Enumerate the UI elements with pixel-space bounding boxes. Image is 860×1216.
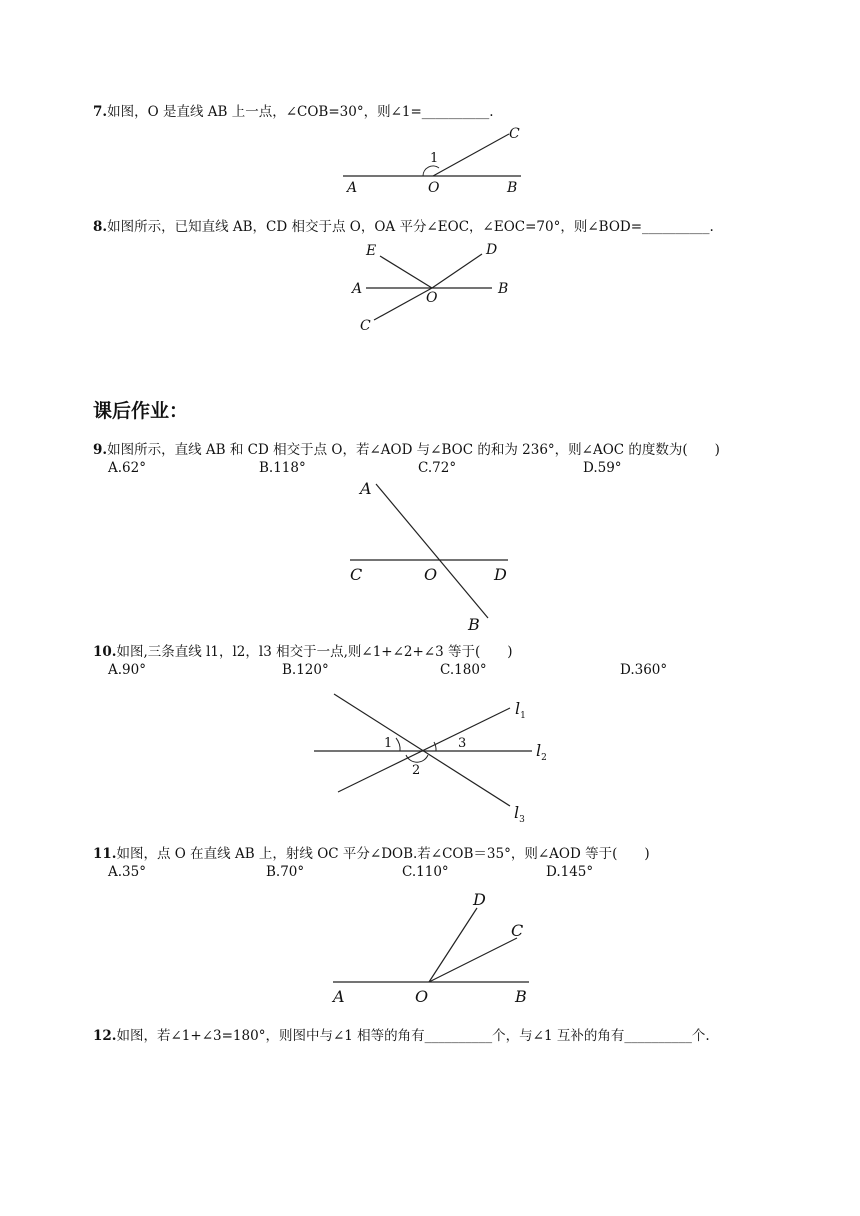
question-text: 如图，O 是直线 AB 上一点，∠COB=30°，则∠1=__________.	[107, 104, 494, 120]
question-number: 11.	[93, 846, 117, 862]
question-9	[93, 438, 720, 458]
option-b[interactable]: B.120°	[282, 662, 329, 678]
option-c[interactable]: C.180°	[440, 662, 487, 678]
question-number: 7.	[93, 104, 108, 120]
question-number: 12.	[93, 1028, 117, 1044]
question-8	[93, 215, 714, 235]
label-O: O	[426, 290, 438, 306]
section-title: 课后作业：	[93, 400, 189, 422]
label-angle-3: 3	[458, 736, 467, 751]
label-angle-2: 2	[412, 763, 421, 778]
label-O: O	[428, 180, 440, 196]
question-text: 如图所示，已知直线 AB，CD 相交于点 O，OA 平分∠EOC，∠EOC=70°，则∠BOD=__________.	[107, 219, 714, 235]
question-number: 9.	[93, 442, 108, 458]
label-D: D	[473, 890, 486, 909]
option-d[interactable]: D.360°	[620, 662, 668, 678]
figure-q10	[310, 688, 560, 826]
option-d[interactable]: D.145°	[546, 864, 594, 880]
question-text: 如图所示，直线 AB 和 CD 相交于点 O，若∠AOD 与∠BOC 的和为 236°，则∠AOC 的度数为( )	[107, 442, 720, 458]
question-number: 10.	[93, 644, 117, 660]
figure-q8	[348, 238, 518, 338]
label-E: E	[366, 243, 377, 259]
label-angle-1: 1	[384, 736, 393, 751]
label-B: B	[498, 281, 509, 297]
label-l2: $l_2$	[536, 741, 547, 763]
label-D: D	[486, 242, 498, 258]
label-D: D	[494, 565, 507, 584]
label-A: A	[347, 180, 358, 196]
label-angle-1: 1	[430, 151, 439, 166]
question-11	[93, 842, 650, 862]
question-7	[93, 100, 494, 120]
label-B: B	[507, 180, 518, 196]
option-c[interactable]: C.110°	[402, 864, 449, 880]
label-l1: $l_1$	[515, 699, 526, 721]
option-a[interactable]: A.62°	[108, 460, 146, 476]
option-a[interactable]: A.90°	[108, 662, 146, 678]
figure-q7	[335, 124, 535, 196]
option-b[interactable]: B.70°	[266, 864, 305, 880]
label-A: A	[360, 479, 372, 498]
question-10	[93, 640, 513, 660]
label-A: A	[333, 987, 345, 1006]
label-A: A	[352, 281, 363, 297]
option-a[interactable]: A.35°	[108, 864, 146, 880]
question-text: 如图，若∠1+∠3=180°，则图中与∠1 相等的角有__________个，与∠1 互补的角有__________个.	[116, 1028, 710, 1044]
question-12	[93, 1024, 710, 1044]
label-B: B	[515, 987, 527, 1006]
option-d[interactable]: D.59°	[583, 460, 622, 476]
label-O: O	[424, 565, 438, 584]
label-C: C	[360, 318, 371, 334]
label-C: C	[511, 921, 524, 940]
question-number: 8.	[93, 219, 108, 235]
option-b[interactable]: B.118°	[259, 460, 306, 476]
label-B: B	[468, 615, 480, 634]
label-O: O	[415, 987, 429, 1006]
question-text: 如图，点 O 在直线 AB 上，射线 OC 平分∠DOB.若∠COB＝35°，则∠AOD 等于( )	[116, 846, 650, 862]
option-c[interactable]: C.72°	[418, 460, 457, 476]
figure-q11	[325, 888, 540, 1010]
label-l3: $l_3$	[514, 803, 525, 825]
question-text: 如图,三条直线 l1，l2，l3 相交于一点,则∠1+∠2+∠3 等于( )	[116, 644, 513, 660]
label-C: C	[509, 126, 520, 142]
label-C: C	[350, 565, 363, 584]
figure-q9	[340, 476, 530, 634]
